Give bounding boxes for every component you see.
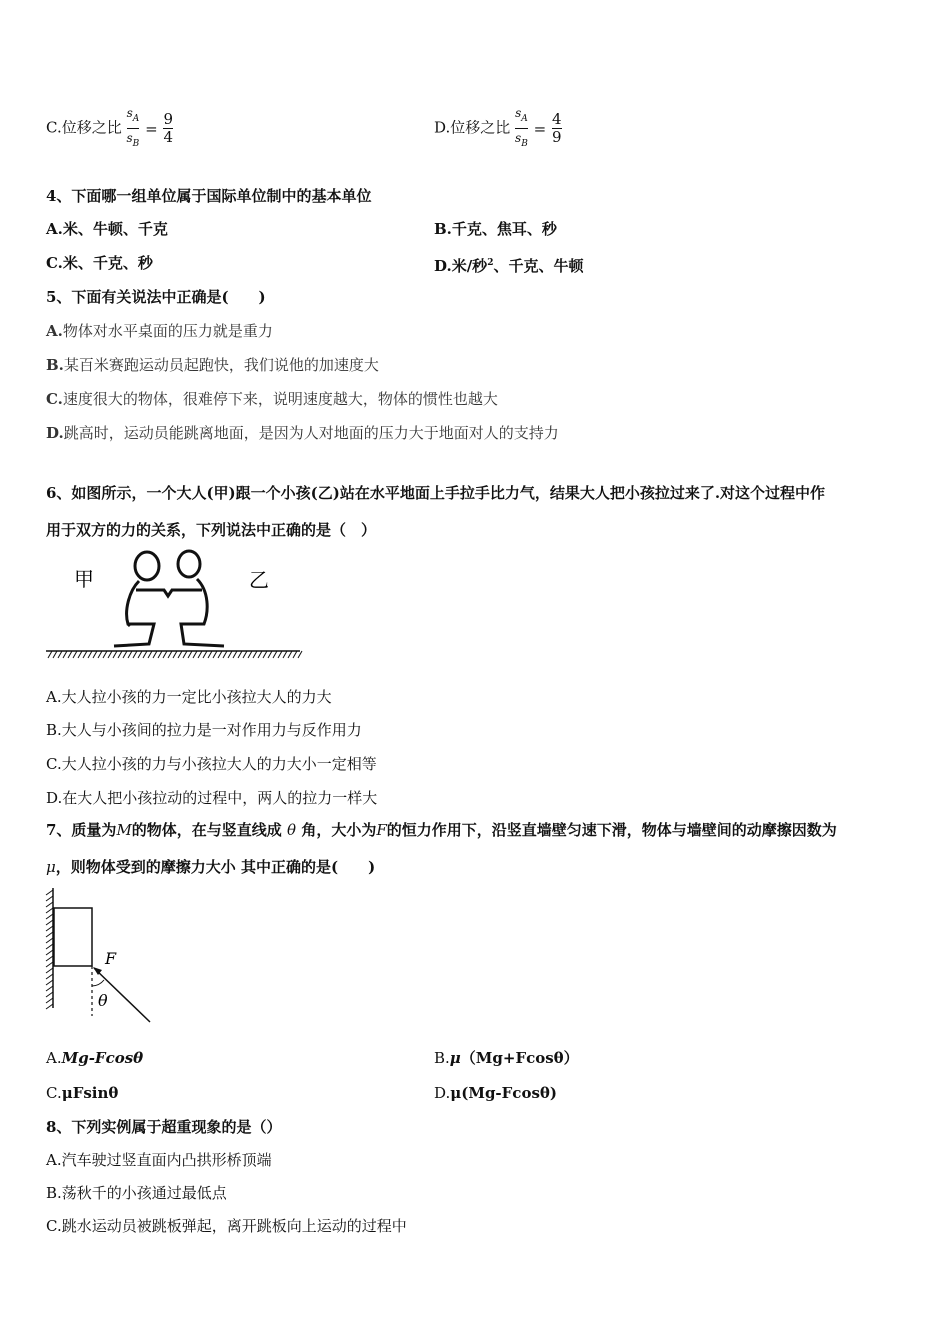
q6-people-drawing xyxy=(114,551,224,646)
q5-option-c: C.速度很大的物体，很难停下来，说明速度越大，物体的惯性也越大 xyxy=(46,390,498,408)
q8-stem: 8、下列实例属于超重现象的是（） xyxy=(46,1118,282,1136)
q6-option-a: A.大人拉小孩的力一定比小孩拉大人的力大 xyxy=(46,688,332,706)
q3-option-c: C.位移之比 $\frac{s_A}{s_B}$ = $\frac{9}{4}$ xyxy=(46,104,173,153)
q5-option-b: B.某百米赛跑运动员起跑快，我们说他的加速度大 xyxy=(46,356,379,374)
q6-ground xyxy=(46,651,302,658)
q7-fig-label-theta: θ xyxy=(98,991,108,1010)
q8-option-c: C.跳水运动员被跳板弹起，离开跳板向上运动的过程中 xyxy=(46,1217,407,1235)
q7-option-b: B.μ（Mg+Fcosθ） xyxy=(434,1049,579,1067)
q4-stem: 4、下面哪一组单位属于国际单位制中的基本单位 xyxy=(46,187,372,205)
q3-d-ratio: $\frac{s_A}{s_B}$ xyxy=(515,106,528,149)
q6-stem-line2: 用于双方的力的关系，下列说法中正确的是（ ） xyxy=(46,521,377,539)
q7-fig-label-F: F xyxy=(105,949,117,968)
q3-d-value: $\frac{4}{9}$ xyxy=(551,110,562,146)
q4-option-d: D.米/秒$^2$、千克、牛顿 xyxy=(434,257,584,275)
q3-d-label: D.位移之比 xyxy=(434,118,511,137)
q6-option-b: B.大人与小孩间的拉力是一对作用力与反作用力 xyxy=(46,721,362,739)
q3-option-d: D.位移之比 $\frac{s_A}{s_B}$ = $\frac{4}{9}$ xyxy=(434,104,562,153)
q5-option-a: A.物体对水平桌面的压力就是重力 xyxy=(46,322,273,340)
q7-stem-line2: μ，则物体受到的摩擦力大小 其中正确的是( ) xyxy=(46,858,376,876)
q7-block xyxy=(54,908,92,966)
q6-option-d: D.在大人把小孩拉动的过程中，两人的拉力一样大 xyxy=(46,789,378,807)
q7-figure xyxy=(40,884,160,1026)
q7-stem-line1: 7、质量为M的物体，在与竖直线成 θ 角，大小为F的恒力作用下，沿竖直墙壁匀速下滑，物体与墙壁间的动摩擦因数为 xyxy=(46,821,837,839)
q4-option-c: C.米、千克、秒 xyxy=(46,254,153,272)
q8-option-b: B.荡秋千的小孩通过最低点 xyxy=(46,1184,227,1202)
q6-fig-label-jia: 甲 xyxy=(74,567,94,591)
q3-c-value: $\frac{9}{4}$ xyxy=(163,110,173,146)
q4-option-a: A.米、牛顿、千克 xyxy=(46,220,168,238)
q5-option-d: D.跳高时，运动员能跳离地面，是因为人对地面的压力大于地面对人的支持力 xyxy=(46,424,559,442)
q4-option-b: B.千克、焦耳、秒 xyxy=(434,220,557,238)
q3-c-ratio: $\frac{s_A}{s_B}$ xyxy=(126,106,140,149)
q7-option-a: A.Mg-Fcosθ xyxy=(46,1049,144,1067)
q3-c-label: C.位移之比 xyxy=(46,118,122,137)
q5-stem: 5、下面有关说法中正确是( ) xyxy=(46,288,266,306)
q7-angle-arc xyxy=(92,980,104,986)
q7-option-d: D.μ(Mg-Fcosθ) xyxy=(434,1084,557,1102)
q6-stem-line1: 6、如图所示，一个大人(甲)跟一个小孩(乙)站在水平地面上手拉手比力气，结果大人把小孩拉过来了.对这个过程中作 xyxy=(46,484,826,502)
q6-option-c: C.大人拉小孩的力与小孩拉大人的力大小一定相等 xyxy=(46,755,377,773)
q6-figure xyxy=(44,546,304,662)
q7-option-c: C.μFsinθ xyxy=(46,1084,119,1102)
q8-option-a: A.汽车驶过竖直面内凸拱形桥顶端 xyxy=(46,1151,272,1169)
q7-wall-hatch xyxy=(46,890,53,1009)
q6-fig-label-yi: 乙 xyxy=(249,568,269,592)
